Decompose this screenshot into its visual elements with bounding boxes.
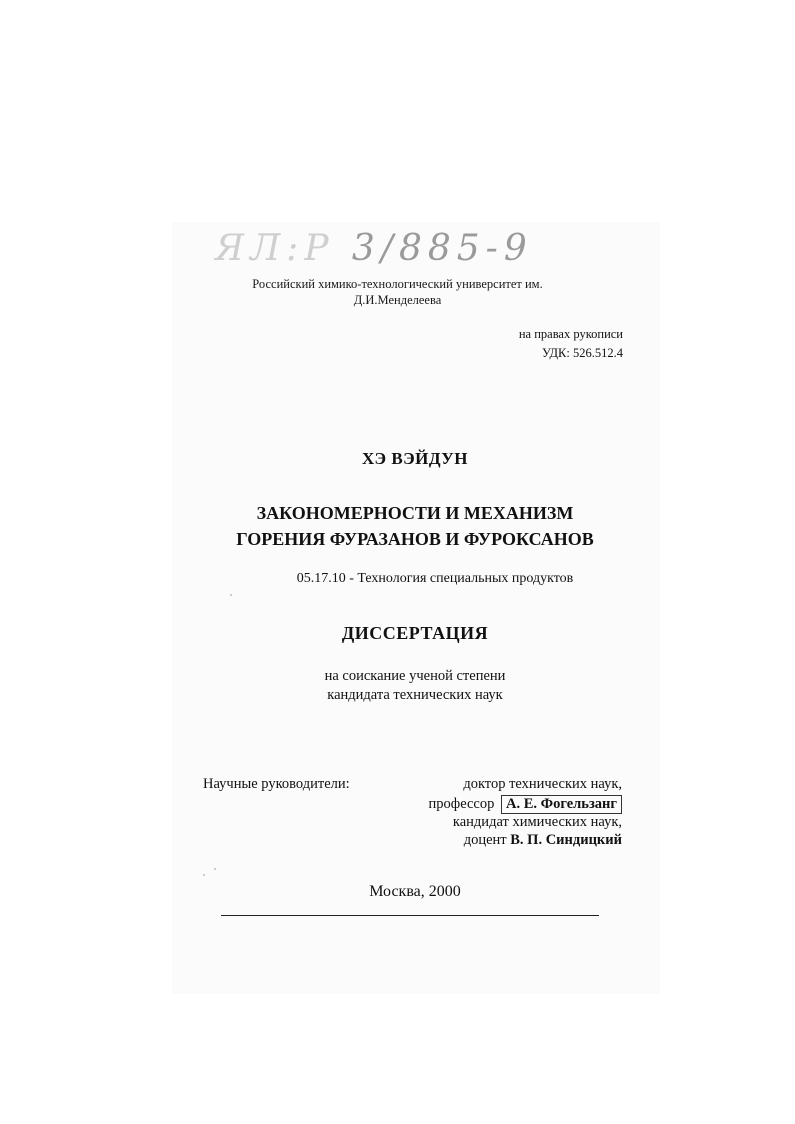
specialty-code: 05.17.10 - Технология специальных продуктов	[296, 571, 574, 586]
author-name: ХЭ ВЭЙДУН	[361, 449, 469, 468]
stamp-number: 3/885-9	[351, 228, 533, 269]
thesis-title	[0, 500, 795, 552]
bottom-divider	[221, 915, 599, 916]
thesis-title-line-2: ГОРЕНИЯ ФУРАЗАНОВ И ФУРОКСАНОВ	[236, 529, 594, 549]
university-name-cont: Д.И.Менделеева	[353, 293, 442, 307]
scan-speck	[214, 868, 216, 870]
stamp-prefix: ЯЛ:Р	[215, 228, 335, 269]
udc-code: УДК: 526.512.4	[541, 346, 623, 360]
supervisor-2-title: доцент	[463, 832, 507, 848]
thesis-title-line-1: ЗАКОНОМЕРНОСТИ И МЕХАНИЗМ	[256, 503, 574, 523]
supervisor-1-title: профессор	[428, 796, 495, 812]
degree-line-1: на соискание ученой степени	[324, 668, 506, 684]
degree-statement	[0, 667, 795, 705]
supervisor-2-degree: кандидат химических наук,	[452, 814, 622, 830]
supervisor-1-line	[429, 795, 622, 814]
supervisor-1-name: А. Е. Фогельзанг	[501, 795, 622, 814]
place-and-year: Москва, 2000	[369, 883, 461, 900]
supervisor-2-line	[464, 832, 622, 849]
university-name: Российский химико-технологический университет им.	[252, 277, 543, 291]
supervisors-label: Научные руководители:	[203, 776, 350, 792]
document-type: ДИССЕРТАЦИЯ	[341, 623, 489, 643]
supervisor-1-degree: доктор технических наук,	[463, 776, 622, 792]
scan-speck	[230, 594, 232, 596]
degree-line-2: кандидата технических наук	[327, 687, 503, 703]
archive-stamp-handwritten	[215, 228, 533, 269]
scan-speck	[203, 874, 205, 876]
manuscript-rights-note: на правах рукописи	[518, 327, 623, 341]
supervisor-2-name: В. П. Синдицкий	[510, 832, 622, 848]
